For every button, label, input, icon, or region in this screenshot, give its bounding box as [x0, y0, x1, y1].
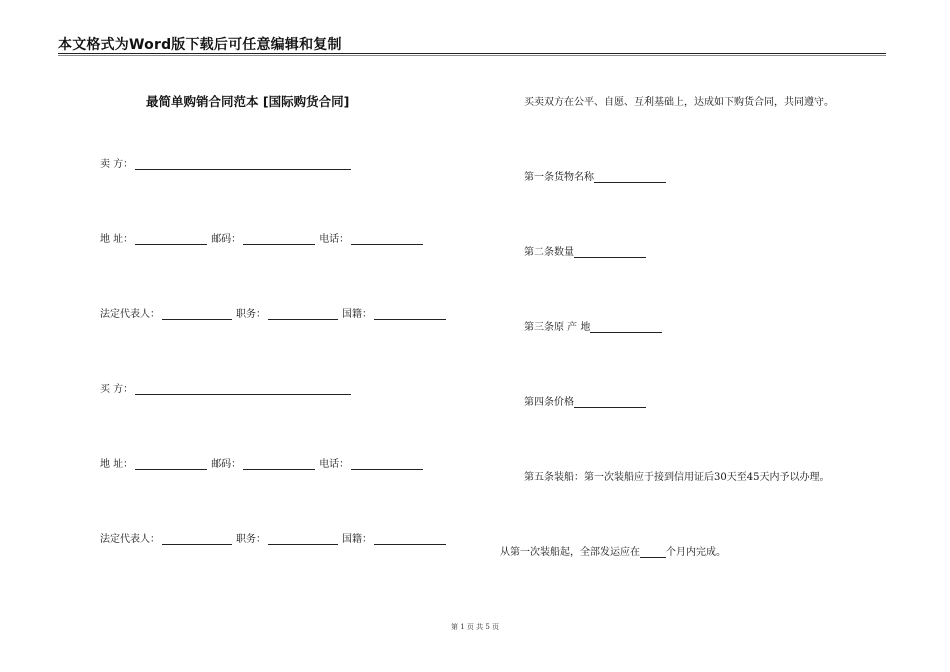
buyer-line: [100, 380, 355, 395]
clause-6-line: [500, 543, 726, 558]
buyer-rep-blank[interactable]: [162, 533, 232, 545]
clause-6-text-after: 个月内完成。: [666, 547, 726, 558]
buyer-rep-label: 法定代表人：: [100, 534, 160, 545]
document-banner: 本文格式为Word版下载后可任意编辑和复制: [58, 37, 342, 53]
clause-6-blank[interactable]: [640, 546, 666, 558]
seller-rep-line: [100, 305, 450, 320]
buyer-blank[interactable]: [135, 383, 351, 395]
clause-4-blank[interactable]: [574, 396, 646, 408]
seller-postcode-blank[interactable]: [243, 233, 315, 245]
buyer-address-label: 地 址：: [100, 459, 134, 470]
seller-label: 卖 方：: [100, 159, 134, 170]
seller-address-line: [100, 230, 427, 245]
header-rule: [58, 53, 886, 54]
buyer-postcode-blank[interactable]: [243, 458, 315, 470]
header-rule-thin: [58, 55, 886, 56]
seller-position-label: 职务：: [236, 309, 266, 320]
seller-address-blank[interactable]: [135, 233, 207, 245]
buyer-nationality-blank[interactable]: [374, 533, 446, 545]
seller-address-label: 地 址：: [100, 234, 134, 245]
clause-2-label: 第二条数量: [524, 247, 574, 258]
seller-rep-blank[interactable]: [162, 308, 232, 320]
seller-phone-blank[interactable]: [351, 233, 423, 245]
buyer-nationality-label: 国籍：: [342, 534, 372, 545]
seller-line: [100, 155, 355, 170]
clause-3-label: 第三条原 产 地: [524, 322, 591, 333]
document-title: 最简单购销合同范本 [国际购货合同]: [146, 94, 350, 109]
seller-postcode-label: 邮码：: [211, 234, 242, 245]
seller-blank[interactable]: [135, 158, 351, 170]
buyer-address-line: [100, 455, 427, 470]
clause-5-line: [524, 468, 829, 483]
buyer-phone-blank[interactable]: [351, 458, 423, 470]
clause-1-line: [524, 168, 670, 183]
buyer-position-blank[interactable]: [268, 533, 338, 545]
clause-1-label: 第一条货物名称: [524, 172, 594, 183]
buyer-rep-line: [100, 530, 450, 545]
clause-1-blank[interactable]: [594, 171, 666, 183]
clause-3-blank[interactable]: [590, 321, 662, 333]
clause-3-line: [524, 318, 666, 333]
clause-5-text: 第五条装船：第一次装船应于接到信用证后30天至45天内予以办理。: [524, 472, 830, 483]
clause-2-line: [524, 243, 650, 258]
clause-4-label: 第四条价格: [524, 397, 574, 408]
seller-nationality-blank[interactable]: [374, 308, 446, 320]
buyer-label: 买 方：: [100, 384, 134, 395]
clause-6-text-before: 从第一次装船起，全部发运应在: [500, 547, 640, 558]
seller-position-blank[interactable]: [268, 308, 338, 320]
clause-4-line: [524, 393, 650, 408]
buyer-postcode-label: 邮码：: [211, 459, 242, 470]
contract-intro: [524, 93, 834, 108]
buyer-position-label: 职务：: [236, 534, 266, 545]
clause-2-blank[interactable]: [574, 246, 646, 258]
buyer-address-blank[interactable]: [135, 458, 207, 470]
buyer-phone-label: 电话：: [319, 459, 350, 470]
seller-nationality-label: 国籍：: [342, 309, 372, 320]
page-footer: 第 1 页 共 5 页: [450, 623, 500, 631]
intro-text: 买卖双方在公平、自愿、互利基础上，达成如下购货合同，共同遵守。: [524, 97, 834, 108]
seller-rep-label: 法定代表人：: [100, 309, 160, 320]
seller-phone-label: 电话：: [319, 234, 350, 245]
